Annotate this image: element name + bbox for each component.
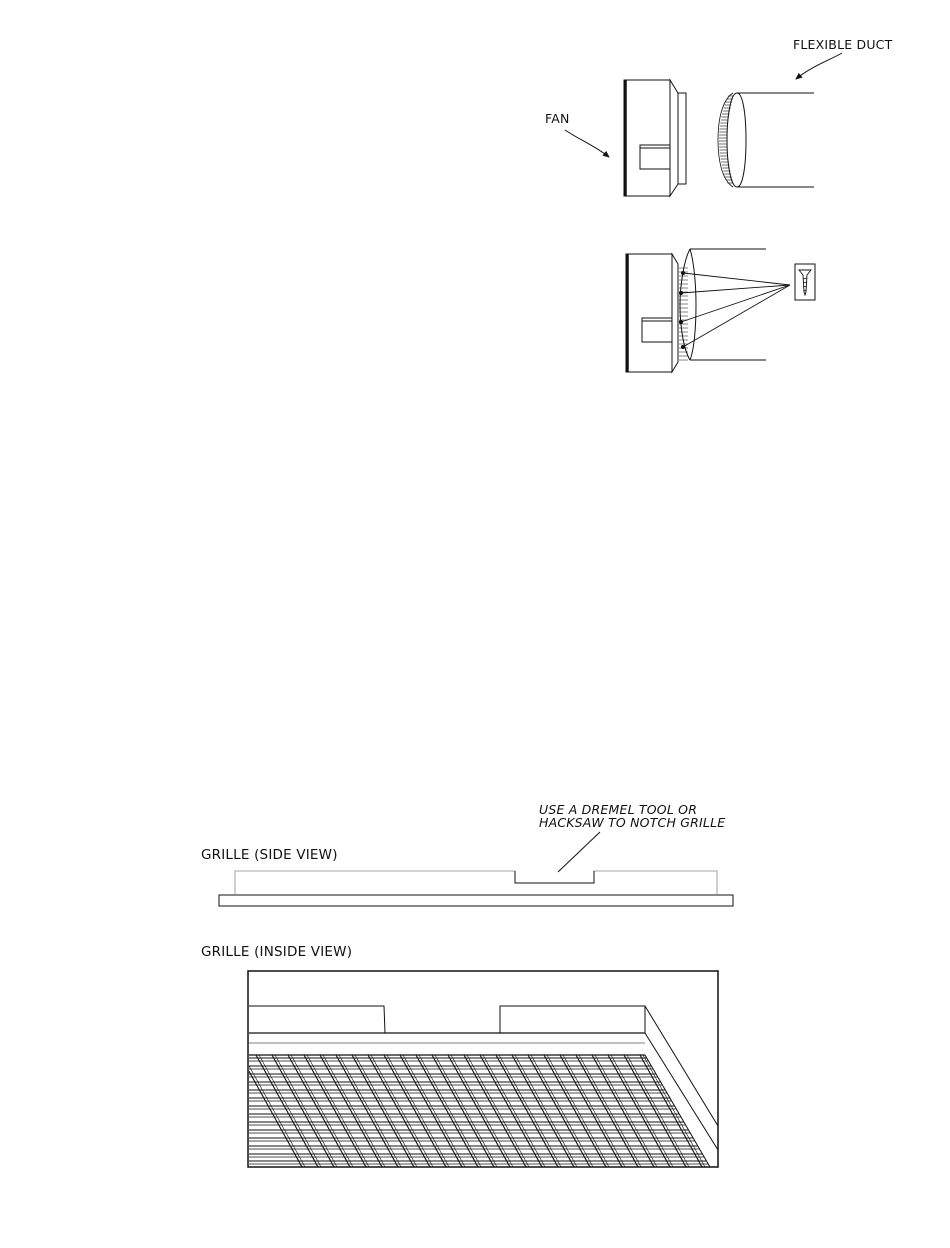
notch-pointer-line (558, 832, 600, 872)
grille-diagonal-slat (720, 1055, 782, 1167)
flexible-duct-arrow (796, 53, 842, 79)
grille-side-view-title: GRILLE (SIDE VIEW) (201, 847, 338, 863)
fan-drawing-assembled (626, 249, 766, 372)
fan-arrow (565, 130, 609, 157)
flexible-duct-drawing (727, 93, 814, 187)
grille-side-view (219, 832, 733, 906)
notch-instruction-line1: USE A DREMEL TOOL OR (539, 802, 698, 817)
fan-drawing-top (624, 80, 686, 196)
fan-label: FAN (545, 111, 570, 126)
grille-diagonal-slat (723, 1055, 785, 1167)
duct-corrugation (718, 93, 733, 187)
notch-instruction-line2: HACKSAW TO NOTCH GRILLE (539, 815, 726, 830)
flexible-duct-label: FLEXIBLE DUCT (793, 37, 893, 52)
screw-icon (795, 264, 815, 300)
grille-inside-view-title: GRILLE (INSIDE VIEW) (201, 944, 353, 960)
